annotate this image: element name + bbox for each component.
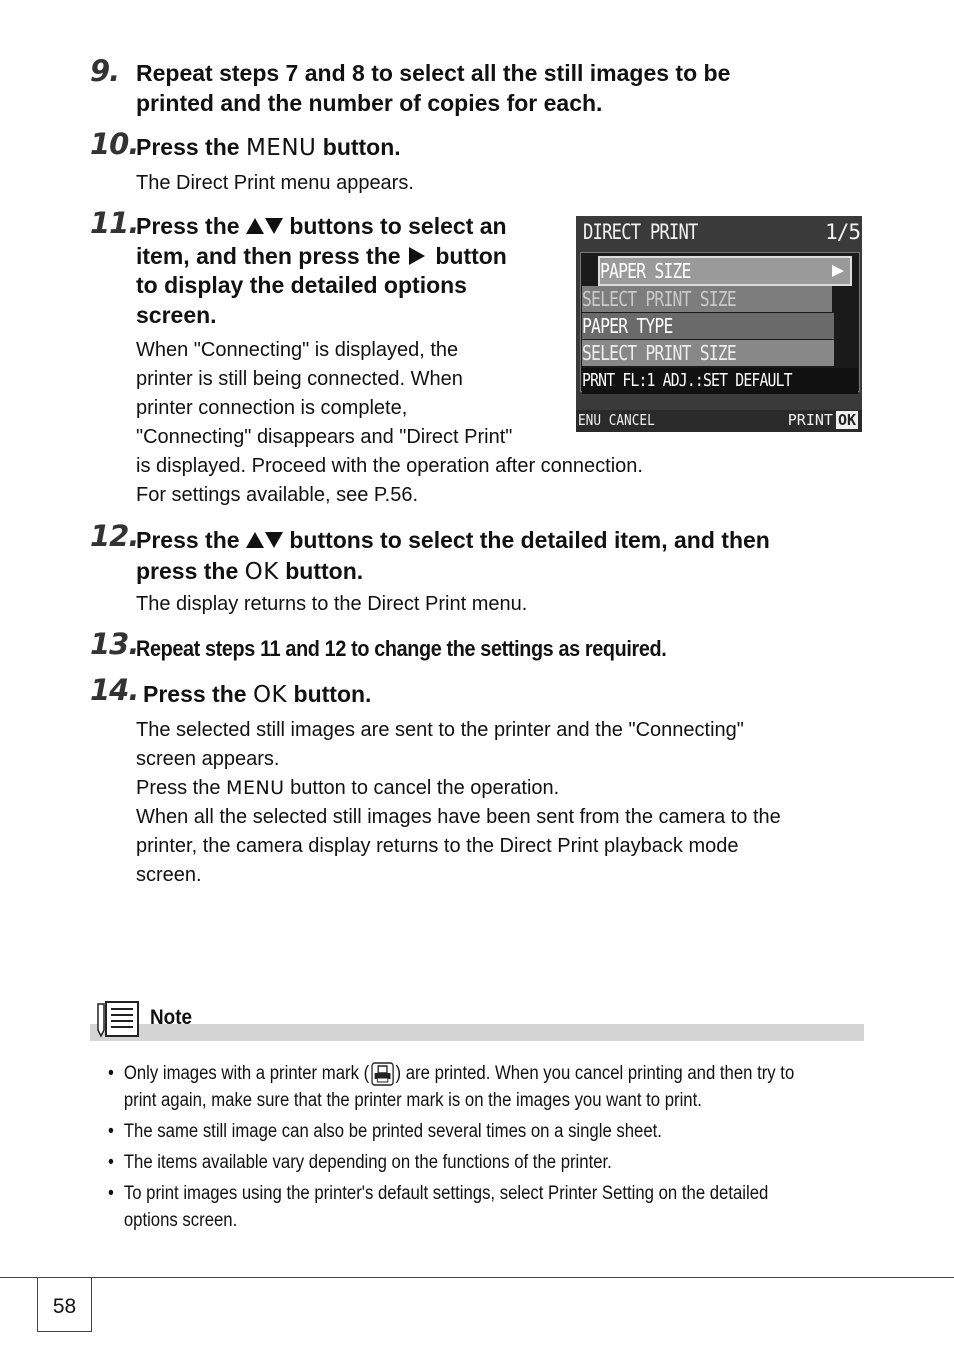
lcd-row-paper-type: PAPER TYPE — [582, 313, 834, 339]
step-11-description — [136, 336, 643, 510]
lcd-page-indicator: 1/5 — [825, 220, 860, 244]
step-14-desc-line-3 — [136, 774, 781, 803]
note-item-printer-mark — [108, 1060, 889, 1114]
step-14-desc-l3-post: button to cancel the operation. — [290, 777, 560, 799]
step-14-desc-l3-pre: Press the — [136, 777, 221, 799]
step-9-title-line-2: printed and the number of copies for each. — [136, 90, 603, 116]
down-arrow-icon — [265, 532, 283, 548]
step-11-l2-pre: item, and then press the — [136, 242, 401, 269]
lcd-cancel-label: ENU CANCEL — [578, 411, 655, 429]
step-13-title: Repeat steps 11 and 12 to change the settings as required. — [136, 636, 667, 661]
footer-rule — [0, 1277, 954, 1278]
step-number-11: 11. — [90, 206, 139, 240]
step-14-description — [136, 716, 781, 890]
step-12-title — [136, 525, 770, 588]
step-10-title-post: button. — [322, 134, 401, 160]
printer-mark-icon — [371, 1062, 394, 1086]
step-12-title-line-2 — [136, 556, 770, 588]
step-12-title-line-1 — [136, 525, 770, 556]
note-item-1-post: ) are printed. When you cancel printing and then try to — [395, 1063, 795, 1084]
note-item-1-cont: print again, make sure that the printer mark is on the images you want to print. — [123, 1090, 702, 1111]
menu-keyword: MENU — [226, 777, 285, 799]
note-item-1-pre: Only images with a printer mark ( — [123, 1063, 370, 1084]
note-icon — [96, 1000, 140, 1038]
step-11-l2-post: button — [435, 242, 507, 269]
step-12-description: The display returns to the Direct Print menu. — [136, 593, 528, 615]
step-10-description: The Direct Print menu appears. — [136, 172, 414, 194]
lcd-row-select-print-size-ghost: SELECT PRINT SIZE — [582, 286, 832, 312]
step-number-14: 14. — [90, 673, 139, 707]
right-arrow-icon — [409, 247, 425, 265]
step-14-desc-line-5: printer, the camera display returns to the Direct Print playback mode — [136, 835, 739, 857]
up-arrow-icon — [246, 532, 264, 548]
page-number: 58 — [52, 1295, 77, 1318]
step-12-l2-post: button. — [285, 558, 364, 584]
page-number-box — [37, 1277, 92, 1332]
lcd-right-arrow-icon — [832, 265, 844, 277]
step-11-title-line-2 — [136, 242, 566, 272]
lcd-bottom-bar — [576, 410, 862, 432]
note-header-bar — [90, 1024, 864, 1041]
step-11-desc-line-5: is displayed. Proceed with the operation after connection. — [136, 455, 643, 477]
step-12-l2-pre: press the — [136, 558, 239, 584]
step-11-title-line-3: to display the detailed options — [136, 272, 467, 298]
step-14-desc-line-2: screen appears. — [136, 748, 280, 770]
step-11-desc-line-1: When "Connecting" is displayed, the — [136, 339, 459, 361]
step-11-title — [136, 212, 566, 330]
note-item-same-image: • The same still image can also be printed several times on a single sheet. — [108, 1118, 889, 1145]
step-14-desc-line-4: When all the selected still images have been sent from the camera to the — [136, 806, 781, 828]
step-14-desc-line-1: The selected still images are sent to the printer and the "Connecting" — [136, 719, 744, 741]
step-11-title-line-4: screen. — [136, 301, 217, 328]
lcd-print-label: PRINT OK — [787, 411, 856, 429]
step-9-title-line-1: Repeat steps 7 and 8 to select all the still images to be — [136, 60, 731, 86]
step-12-l1-post: buttons to select the detailed item, and then — [289, 527, 770, 553]
step-number-13: 13. — [90, 627, 139, 661]
step-number-10: 10. — [90, 127, 139, 161]
note-item-4-text: To print images using the printer's default settings, select Printer Setting on the detailed — [123, 1183, 769, 1204]
note-item-default-settings — [108, 1180, 889, 1234]
lcd-title: DIRECT PRINT — [583, 220, 698, 244]
lcd-row-select-print-size: SELECT PRINT SIZE — [582, 340, 834, 366]
step-11-title-line-1 — [136, 212, 566, 242]
note-item-4-cont: options screen. — [123, 1210, 238, 1231]
lcd-row-paper-size: PAPER SIZE — [598, 256, 852, 286]
step-14-title — [143, 679, 371, 710]
up-arrow-icon — [246, 218, 264, 234]
menu-keyword: MENU — [245, 135, 317, 161]
direct-print-lcd-screen — [576, 216, 862, 432]
step-11-desc-line-3: printer connection is complete, — [136, 397, 408, 419]
step-14-title-pre: Press the — [143, 681, 247, 707]
step-10-title — [136, 132, 401, 163]
lcd-ok-key: OK — [837, 411, 856, 429]
step-11-desc-line-2: printer is still being connected. When — [136, 368, 463, 390]
ok-keyword: OK — [252, 682, 288, 708]
step-14-title-post: button. — [293, 681, 372, 707]
ok-keyword: OK — [244, 559, 279, 585]
step-12-l1-pre: Press the — [136, 527, 240, 553]
step-11-desc-line-6: For settings available, see P.56. — [136, 484, 419, 506]
lcd-row-print-settings: PRNT FL:1 ADJ.:SET DEFAULT — [582, 368, 858, 394]
down-arrow-icon — [265, 218, 283, 234]
step-10-title-pre: Press the — [136, 134, 240, 160]
note-label: Note — [150, 1006, 193, 1029]
step-number-9: 9. — [90, 54, 120, 88]
note-item-items-vary: • The items available vary depending on the functions of the printer. — [108, 1149, 889, 1176]
step-9-title — [136, 58, 730, 118]
step-14-desc-line-6: screen. — [136, 864, 202, 886]
note-list — [108, 1060, 878, 1238]
step-11-l1-post: buttons to select an — [289, 213, 507, 239]
step-11-l1-pre: Press the — [136, 213, 240, 239]
step-number-12: 12. — [90, 519, 139, 553]
step-11-desc-line-4: "Connecting" disappears and "Direct Print" — [136, 426, 513, 448]
